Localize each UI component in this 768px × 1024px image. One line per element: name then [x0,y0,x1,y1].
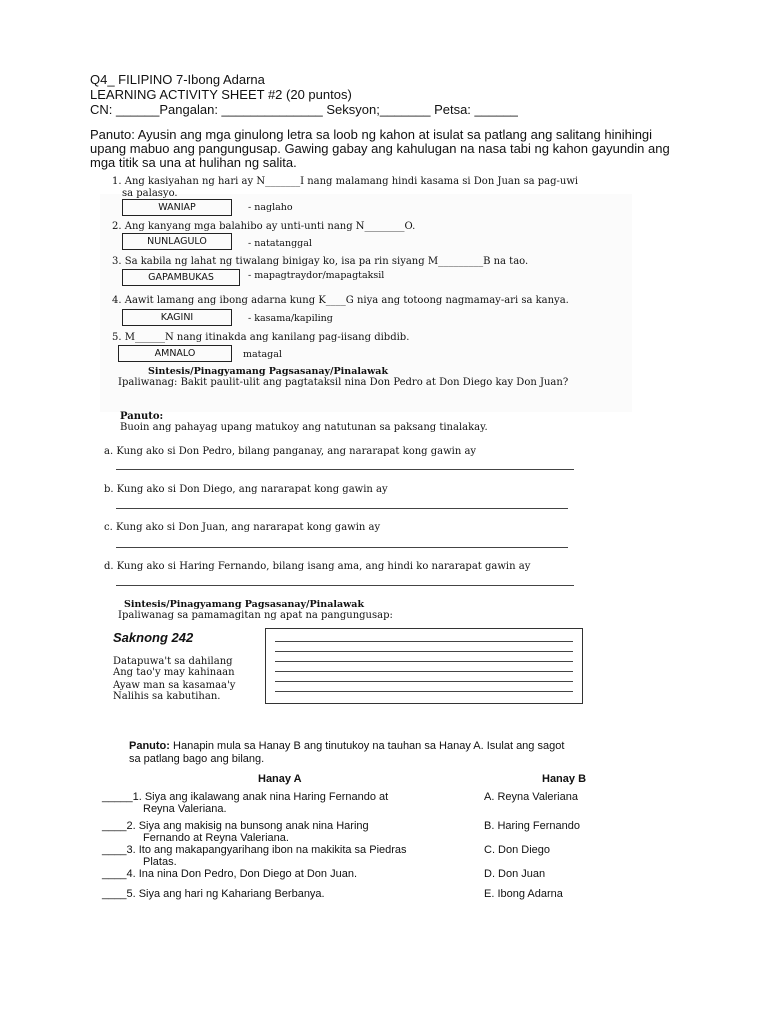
hanay-a-item-2-cont: Fernando at Reyna Valeriana. [143,832,289,844]
scramble-hint-3: - mapagtraydor/mapagtaksil [248,270,385,281]
answer-line-b[interactable] [116,508,568,509]
explanation-line-5[interactable] [275,681,573,682]
scramble-question-4: 4. Aawit lamang ang ibong adarna kung K____G niya ang totoong nagmamay-ari sa kanya. [112,295,569,306]
worksheet-title: Q4_ FILIPINO 7-Ibong Adarna [90,72,265,87]
explanation-line-1[interactable] [275,641,573,642]
student-info-line: CN: ______Pangalan: ______________ Seksyon;_______ Petsa: ______ [90,102,518,117]
saknong-title: Saknong 242 [113,630,194,645]
poem-line-3: Ayaw man sa kasamaa'y [113,680,236,691]
matching-instructions-line-2: sa patlang bago ang bilang. [129,753,265,765]
answer-line-a[interactable] [116,469,574,470]
scramble-question-2: 2. Ang kanyang mga balahibo ay unti-unti nang N________O. [112,221,416,232]
scramble-question-5: 5. M______N nang itinakda ang kanilang pag-iisang dibdib. [112,332,410,343]
scramble-question-3: 3. Sa kabila ng lahat ng tiwalang binigay ko, isa pa rin siyang M_________B na tao. [112,256,529,267]
scramble-box-3: GAPAMBUKAS [122,269,240,286]
scramble-hint-2: - natatanggal [248,238,312,249]
activity-sheet-label: LEARNING ACTIVITY SHEET #2 (20 puntos) [90,87,352,102]
answer-line-d[interactable] [116,585,574,586]
scramble-box-4: KAGINI [122,309,232,326]
panuto-label-3: Panuto: [129,740,170,752]
hanay-a-item-5: ____5. Siya ang hari ng Kahariang Berbanya. [102,888,325,900]
hanay-b-item-d: D. Don Juan [484,868,546,880]
hanay-a-item-2: ____2. Siya ang makisig na bunsong anak nina Haring [102,820,369,832]
sintesis-question-2: Ipaliwanag sa pamamagitan ng apat na pangungusap: [118,610,393,621]
hanay-a-item-3: ____3. Ito ang makapangyarihang ibon na makikita sa Piedras [102,844,407,856]
hanay-b-item-a: A. Reyna Valeriana [484,791,578,803]
hanay-a-item-1-cont: Reyna Valeriana. [143,803,227,815]
sintesis-question-1: Ipaliwanag: Bakit paulit-ulit ang pagtataksil nina Don Pedro at Don Diego kay Don Juan? [118,377,569,388]
hanay-b-item-b: B. Haring Fernando [484,820,580,832]
instruction-line-2: upang mabuo ang pangungusap. Gawing gabay ang kahulugan na nasa tabi ng kahon gayundin ang [90,141,670,156]
hanay-a-item-3-cont: Platas. [143,856,177,868]
poem-line-4: Nalihis sa kabutihan. [113,691,221,702]
poem-line-1: Datapuwa't sa dahilang [113,656,233,667]
scramble-question-1: 1. Ang kasiyahan ng hari ay N_______I nang malamang hindi kasama si Don Juan sa pag-uwi [112,176,579,187]
statement-d: d. Kung ako si Haring Fernando, bilang isang ama, ang hindi ko nararapat gawin ay [104,561,531,572]
sintesis-title-1: Sintesis/Pinagyamang Pagsasanay/Pinalawak [148,366,389,377]
answer-line-c[interactable] [116,547,568,548]
scramble-box-1: WANIAP [122,199,232,216]
scramble-hint-4: - kasama/kapiling [248,313,333,324]
instruction-line-1: Panuto: Ayusin ang mga ginulong letra sa loob ng kahon at isulat sa patlang ang salitang hinihingi [90,127,653,142]
explanation-line-4[interactable] [275,671,573,672]
panuto-label-2: Panuto: [120,411,164,422]
scramble-hint-5: matagal [243,349,282,360]
hanay-a-item-4: ____4. Ina nina Don Pedro, Don Diego at Don Juan. [102,868,358,880]
scramble-box-2: NUNLAGULO [122,233,232,250]
statement-b: b. Kung ako si Don Diego, ang nararapat kong gawin ay [104,484,388,495]
hanay-b-header: Hanay B [542,773,587,785]
hanay-b-item-e: E. Ibong Adarna [484,888,563,900]
scramble-box-5: AMNALO [118,345,232,362]
explanation-answer-box[interactable] [265,628,583,704]
hanay-b-item-c: C. Don Diego [484,844,551,856]
poem-line-2: Ang tao'y may kahinaan [113,667,235,678]
hanay-a-header: Hanay A [258,773,302,785]
explanation-line-3[interactable] [275,661,573,662]
instruction-line-3: mga titik sa una at hulihan ng salita. [90,155,297,170]
panuto-text-2: Buoin ang pahayag upang matukoy ang natutunan sa paksang tinalakay. [120,422,488,433]
explanation-line-2[interactable] [275,651,573,652]
hanay-a-item-1: _____1. Siya ang ikalawang anak nina Haring Fernando at [102,791,389,803]
scramble-question-1-cont: sa palasyo. [122,188,178,199]
statement-c: c. Kung ako si Don Juan, ang nararapat kong gawin ay [104,522,381,533]
matching-instructions-line-1 [129,740,564,752]
scramble-hint-1: - naglaho [248,202,293,213]
explanation-line-6[interactable] [275,691,573,692]
statement-a: a. Kung ako si Don Pedro, bilang panganay, ang nararapat kong gawin ay [104,446,477,457]
matching-instructions-text: Hanapin mula sa Hanay B ang tinutukoy na tauhan sa Hanay A. Isulat ang sagot [173,740,565,752]
sintesis-title-2: Sintesis/Pinagyamang Pagsasanay/Pinalawak [124,599,365,610]
